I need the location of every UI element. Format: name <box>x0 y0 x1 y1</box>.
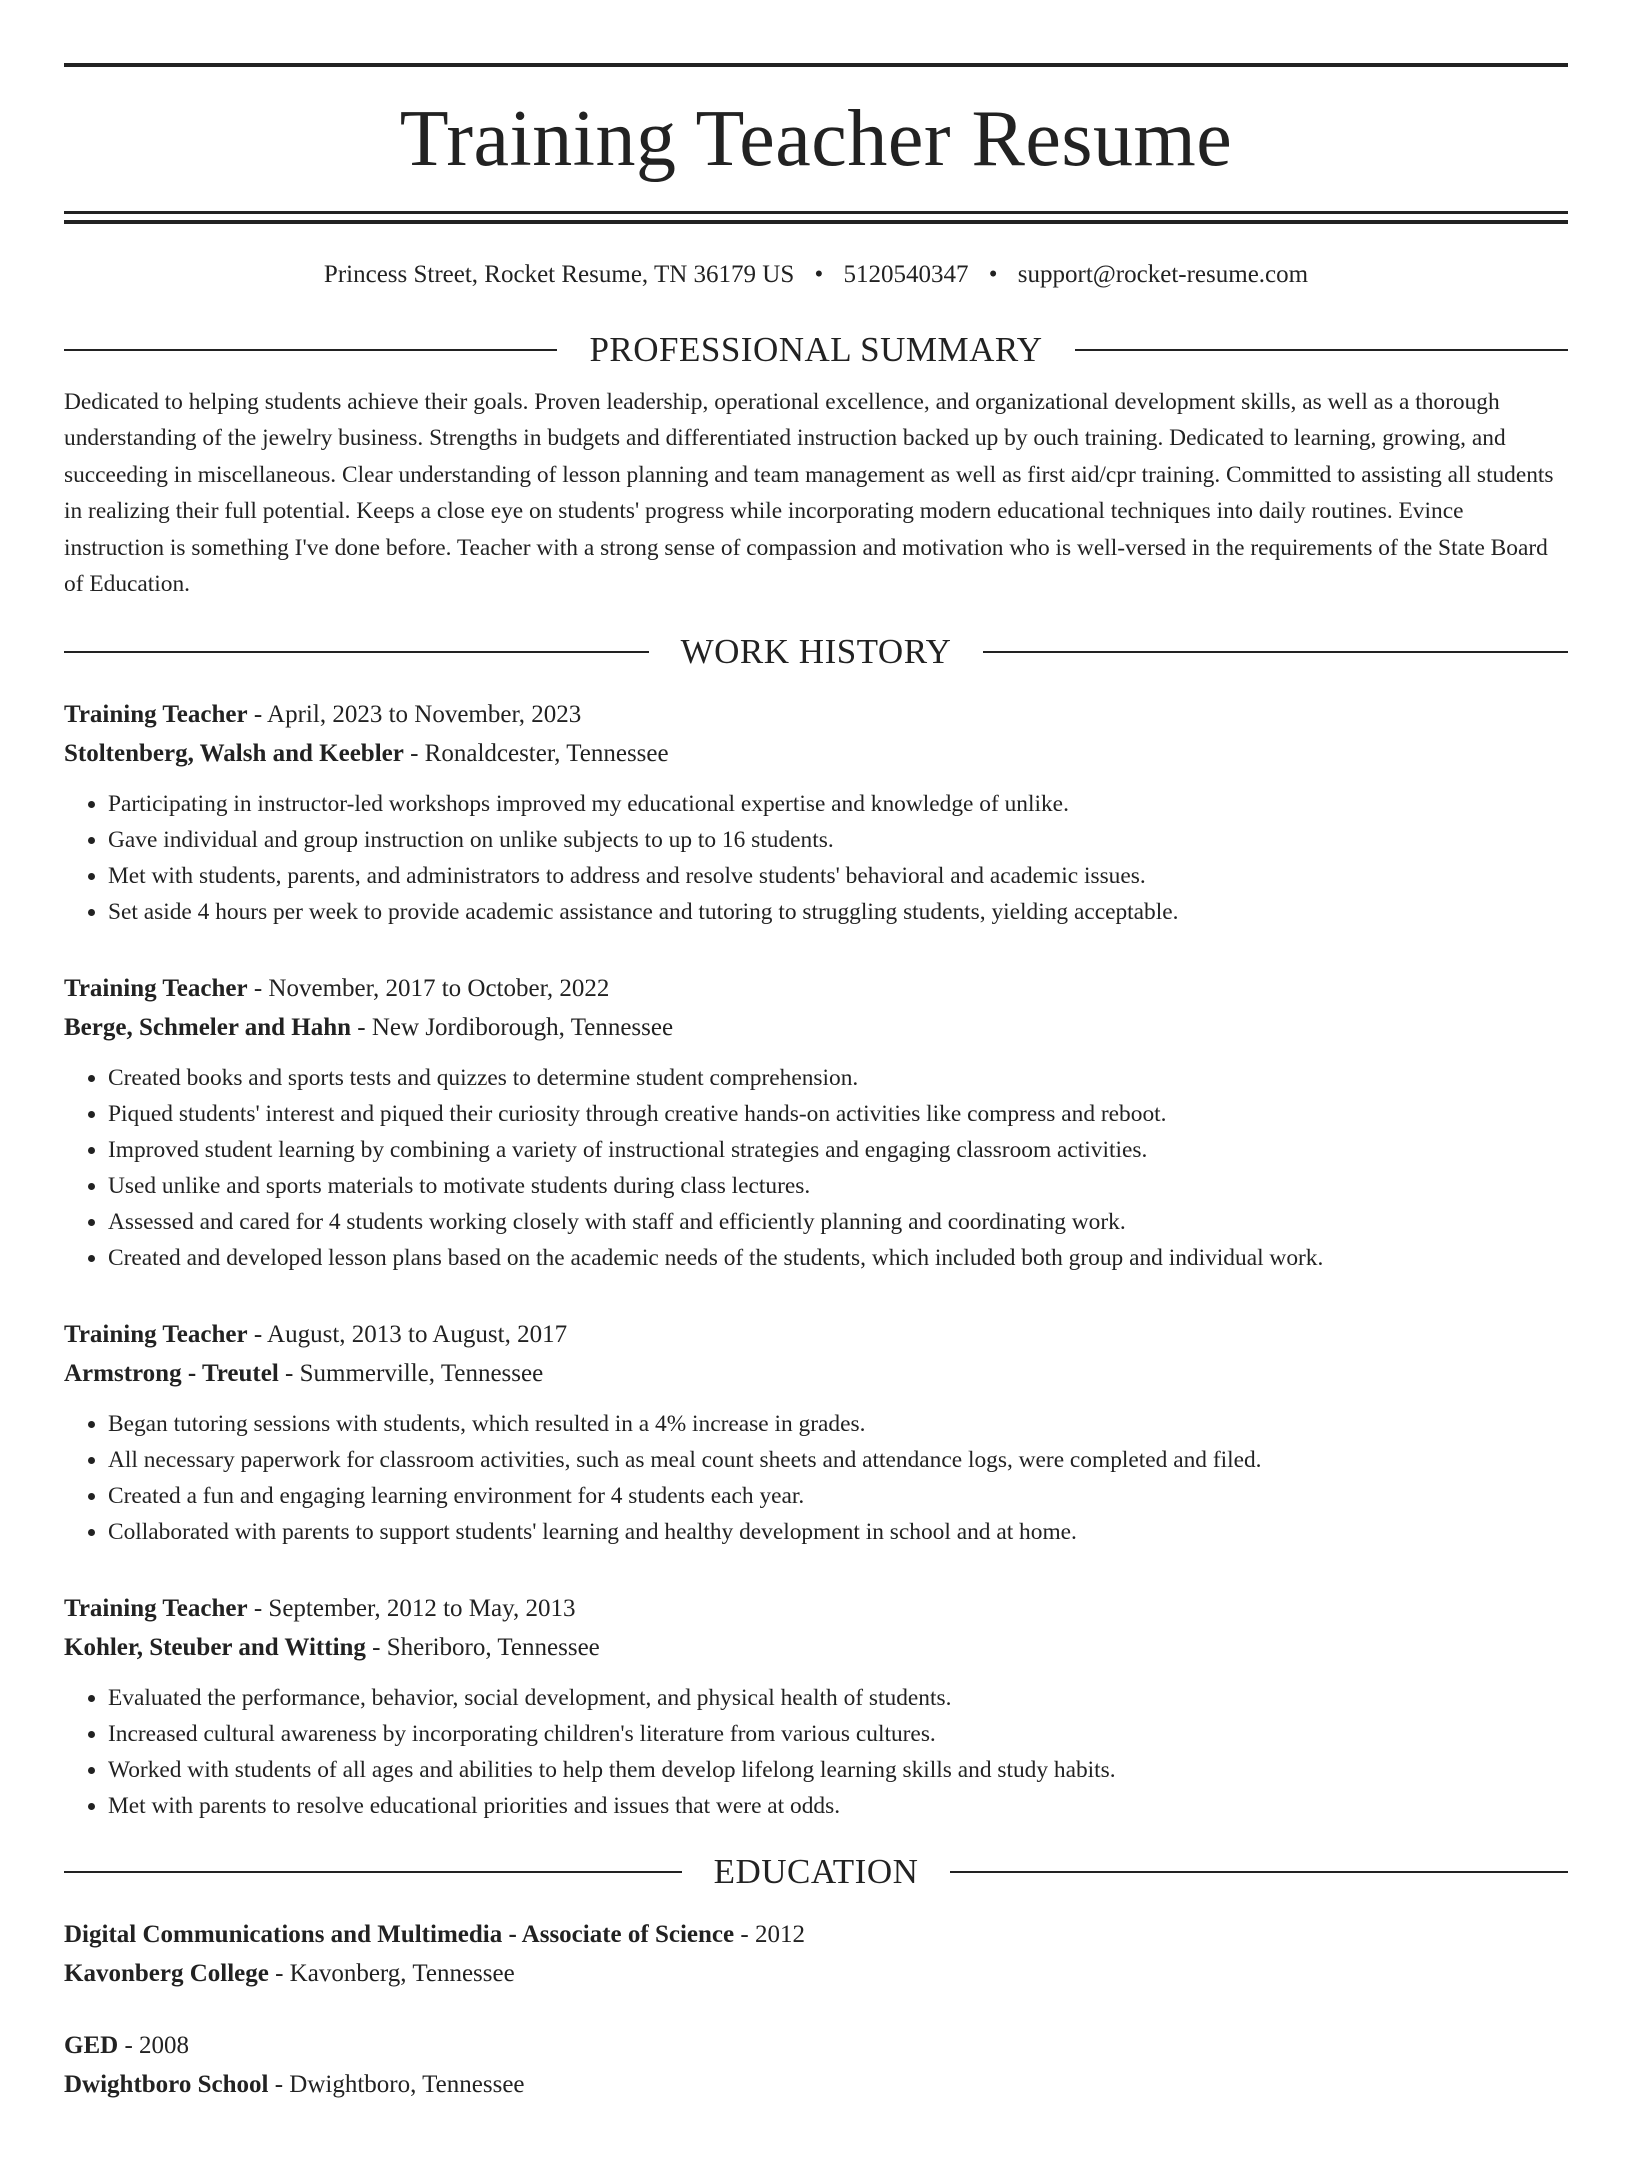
job-dates: April, 2023 to November, 2023 <box>267 701 582 729</box>
dash: - <box>118 2032 140 2060</box>
dash: - <box>268 1959 290 1987</box>
list-item: • Improved student learning by combining a variety of instructional strategies and engaging classroom activities. <box>108 1132 1568 1168</box>
education-entry <box>64 2027 1568 2104</box>
list-item: • Met with parents to resolve educational priorities and issues that were at odds. <box>108 1788 1568 1824</box>
job-company-line <box>64 735 1568 774</box>
work-section-heading <box>64 632 1568 672</box>
job-bullets <box>64 1406 1568 1550</box>
job-dates: September, 2012 to May, 2013 <box>268 1595 576 1623</box>
list-item: • Assessed and cared for 4 students working closely with staff and efficiently planning and coordinating work. <box>108 1204 1568 1240</box>
heading-rule-right <box>950 1871 1568 1873</box>
list-item: • Used unlike and sports materials to motivate students during class lectures. <box>108 1168 1568 1204</box>
education-entry <box>64 1916 1568 1993</box>
list-item: • Met with students, parents, and administrators to address and resolve students' behavioral and academic issues. <box>108 858 1568 894</box>
job-location: New Jordiborough, Tennessee <box>371 1013 674 1041</box>
dash: - <box>365 1633 387 1661</box>
education-degree: Digital Communications and Multimedia - Associate of Science <box>64 1921 735 1949</box>
job-title-line <box>64 696 1568 735</box>
list-item: • Created a fun and engaging learning environment for 4 students each year. <box>108 1478 1568 1514</box>
resume-title: Training Teacher Resume <box>399 95 1233 183</box>
list-item: • Participating in instructor-led workshops improved my educational expertise and knowledge of unlike. <box>108 786 1568 822</box>
job-title: Training Teacher <box>64 1595 248 1623</box>
heading-rule-left <box>64 349 557 351</box>
job-dates: August, 2013 to August, 2017 <box>267 1321 568 1349</box>
education-degree-line <box>64 2027 1568 2066</box>
contact-separator: • <box>814 261 824 288</box>
list-item: • Increased cultural awareness by incorporating children's literature from various cultures. <box>108 1716 1568 1752</box>
list-item: • Evaluated the performance, behavior, social development, and physical health of students. <box>108 1680 1568 1716</box>
job-company-line <box>64 1009 1568 1048</box>
list-item: • All necessary paperwork for classroom activities, such as meal count sheets and attendance logs, were completed and filed. <box>108 1442 1568 1478</box>
education-school-line <box>64 1955 1568 1994</box>
list-item: • Worked with students of all ages and abilities to help them develop lifelong learning skills and study habits. <box>108 1752 1568 1788</box>
contact-line <box>64 260 1568 290</box>
summary-section-heading <box>64 330 1568 370</box>
job-title-line <box>64 1590 1568 1629</box>
job-company: Berge, Schmeler and Hahn <box>64 1013 352 1041</box>
job-company-line <box>64 1355 1568 1394</box>
job-title-line <box>64 1316 1568 1355</box>
dash: - <box>247 701 268 729</box>
list-item: • Set aside 4 hours per week to provide academic assistance and tutoring to struggling students, yielding acceptable. <box>108 894 1568 930</box>
job-location: Ronaldcester, Tennessee <box>424 739 669 767</box>
summary-text: Dedicated to helping students achieve their goals. Proven leadership, operational excellence, and organizational development skills, as well as a thorough understanding of the jewelry business. Strengths in budgets and differentiated instruction backed up by ouch training. Dedicated to learning, growing, and succeeding in miscellaneous. Clear understanding of lesson planning and team management as well as first aid/cpr training. Committed to assisting all students in realizing their full potential. Keeps a close eye on students' progress while incorporating modern educational techniques into daily routines. Evince instruction is something I've done before. Teacher with a strong sense of compassion and motivation who is well-versed in the requirements of the State Board of Education. <box>64 389 1554 598</box>
job-bullets <box>64 786 1568 930</box>
list-item: • Gave individual and group instruction on unlike subjects to up to 16 students. <box>108 822 1568 858</box>
job-company-line <box>64 1629 1568 1668</box>
dash: - <box>247 1321 268 1349</box>
heading-rule-left <box>64 651 649 653</box>
job-title: Training Teacher <box>64 701 248 729</box>
list-item: • Created and developed lesson plans based on the academic needs of the students, which included both group and individual work. <box>108 1240 1568 1276</box>
job-bullets <box>64 1060 1568 1276</box>
job-title: Training Teacher <box>64 1321 248 1349</box>
dash: - <box>734 1921 755 1949</box>
contact-separator: • <box>988 261 998 288</box>
list-item: • Began tutoring sessions with students, which resulted in a 4% increase in grades. <box>108 1406 1568 1442</box>
dash: - <box>247 1595 269 1623</box>
job-entry <box>64 696 1568 930</box>
education-degree: GED <box>64 2032 119 2060</box>
list-item: • Piqued students' interest and piqued their curiosity through creative hands-on activities like compress and reboot. <box>108 1096 1568 1132</box>
job-company: Stoltenberg, Walsh and Keebler <box>64 739 404 767</box>
list-item: • Collaborated with parents to support students' learning and healthy development in school and at home. <box>108 1514 1568 1550</box>
job-title-line <box>64 970 1568 1009</box>
dash: - <box>268 2070 290 2098</box>
dash: - <box>403 739 425 767</box>
contact-phone: 5120540347 <box>843 261 969 288</box>
job-location: Summerville, Tennessee <box>299 1359 544 1387</box>
heading-rule-right <box>983 651 1568 653</box>
job-title: Training Teacher <box>64 975 248 1003</box>
education-heading: EDUCATION <box>713 1852 919 1892</box>
education-year: 2012 <box>754 1921 805 1949</box>
top-divider <box>64 63 1568 67</box>
education-school-line <box>64 2066 1568 2105</box>
education-location: Dwightboro, Tennessee <box>289 2070 525 2098</box>
job-dates: November, 2017 to October, 2022 <box>268 975 610 1003</box>
work-heading: WORK HISTORY <box>680 632 952 672</box>
job-company: Kohler, Steuber and Witting <box>64 1633 366 1661</box>
education-section-heading <box>64 1852 1568 1892</box>
dash: - <box>247 975 269 1003</box>
education-school: Dwightboro School <box>64 2070 269 2098</box>
list-item: • Created books and sports tests and quizzes to determine student comprehension. <box>108 1060 1568 1096</box>
heading-rule-left <box>64 1871 682 1873</box>
title-double-divider <box>64 211 1568 224</box>
job-entry <box>64 1316 1568 1550</box>
heading-rule-right <box>1075 349 1568 351</box>
contact-email: support@rocket-resume.com <box>1017 261 1309 288</box>
contact-address: Princess Street, Rocket Resume, TN 36179 US <box>323 261 795 288</box>
education-year: 2008 <box>139 2032 190 2060</box>
job-entry <box>64 1590 1568 1824</box>
job-company: Armstrong - Treutel <box>64 1359 279 1387</box>
dash: - <box>278 1359 300 1387</box>
job-bullets <box>64 1680 1568 1824</box>
education-location: Kavonberg, Tennessee <box>289 1959 515 1987</box>
summary-heading: PROFESSIONAL SUMMARY <box>589 330 1043 369</box>
education-degree-line <box>64 1916 1568 1955</box>
education-school: Kavonberg College <box>64 1959 269 1987</box>
job-entry <box>64 970 1568 1276</box>
dash: - <box>351 1013 372 1041</box>
resume-page <box>0 63 1632 2175</box>
job-location: Sheriboro, Tennessee <box>386 1633 600 1661</box>
